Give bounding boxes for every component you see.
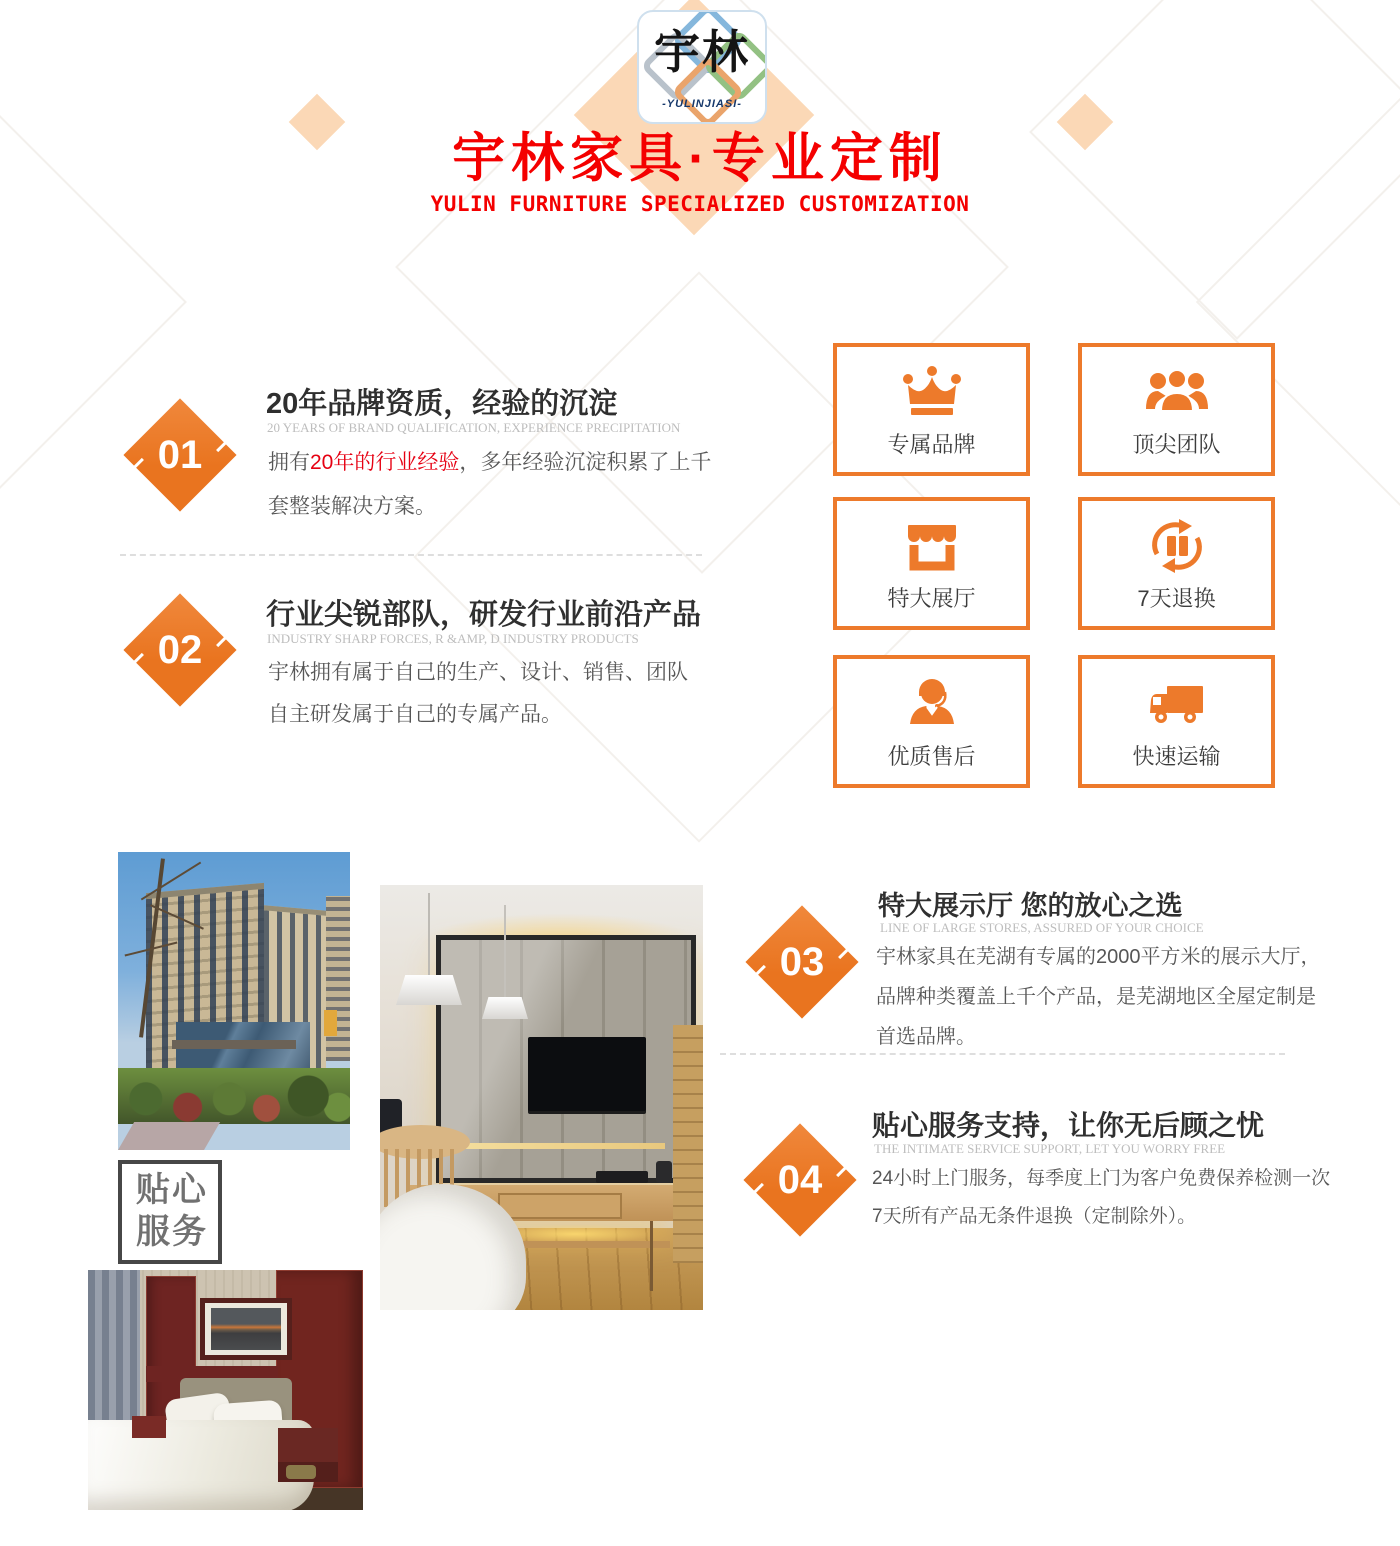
truck-icon (1082, 672, 1271, 736)
section-04-subtitle: THE INTIMATE SERVICE SUPPORT, LET YOU WORRY FREE (874, 1141, 1226, 1156)
feature-label: 专属品牌 (887, 432, 976, 457)
showroom-photo (380, 885, 703, 1310)
television (528, 1037, 646, 1111)
section-01-body (268, 441, 711, 529)
logo-text-cn: 宇林 (654, 25, 750, 79)
body-text: 拥有 (268, 451, 310, 474)
section-01-subtitle: 20 YEARS OF BRAND QUALIFICATION, EXPERIENCE PRECIPITATION (267, 420, 681, 435)
feature-label: 优质售后 (887, 744, 976, 769)
console-leg (650, 1221, 653, 1291)
section-02-subtitle: INDUSTRY SHARP FORCES, R &AMP, D INDUSTRY PRODUCTS (267, 631, 639, 646)
section-04-body (872, 1160, 1330, 1236)
wood-cabinet (673, 1025, 703, 1263)
page-title: 宇林家具·专业定制 (452, 129, 948, 188)
badge-line: 贴心 (136, 1171, 208, 1209)
feature-label: 7天退换 (1137, 586, 1216, 611)
body-line: 品牌种类覆盖上千个产品，是芜湖地区全屋定制是 (876, 986, 1316, 1008)
logo-text-en: -YULINJIASI- (662, 98, 742, 110)
yellow-sign (324, 1010, 337, 1036)
section-02-title: 行业尖锐部队，研发行业前沿产品 (266, 599, 702, 631)
section-02-number: 02 (157, 628, 203, 672)
section-04-number: 04 (777, 1158, 823, 1202)
pendant-lamp (482, 997, 528, 1019)
support-agent-icon (837, 672, 1026, 736)
body-line: 套整装解决方案。 (268, 495, 436, 518)
section-03-body (876, 937, 1321, 1057)
body-line: 宇林家具在芜湖有专属的2000平方米的展示大厅， (876, 946, 1321, 968)
feature-card-showroom (833, 497, 1030, 630)
crown-icon (837, 360, 1026, 424)
section-02-number-diamond (123, 593, 236, 706)
section-04-number-diamond (743, 1123, 856, 1236)
bedroom-photo (88, 1270, 363, 1510)
tea-tray (596, 1171, 648, 1183)
picture-art (211, 1308, 281, 1350)
body-line: 24小时上门服务，每季度上门为客户免费保养检测一次 (872, 1168, 1331, 1189)
brand-logo (637, 10, 767, 124)
feature-card-return (1078, 497, 1275, 630)
hotel-building-photo (118, 852, 350, 1150)
page-subtitle: YULIN FURNITURE SPECIALIZED CUSTOMIZATION (430, 192, 970, 216)
section-03-title: 特大展示厅 您的放心之选 (878, 891, 1183, 921)
console-drawer (498, 1193, 622, 1219)
building-garden (118, 1068, 350, 1124)
building-tower-far (326, 896, 350, 1061)
feature-card-team (1078, 343, 1275, 476)
body-line: 首选品牌。 (876, 1026, 976, 1048)
basket (286, 1465, 316, 1479)
section-02-body (268, 652, 688, 736)
body-line: 7天所有产品无条件退换（定制除外）。 (872, 1206, 1197, 1227)
section-01-title: 20年品牌资质，经验的沉淀 (266, 388, 618, 420)
feature-label: 顶尖团队 (1132, 432, 1221, 457)
body-line: 自主研发属于自己的专属产品。 (268, 703, 562, 726)
feature-card-brand (833, 343, 1030, 476)
section-04-title: 贴心服务支持，让你无后顾之忧 (872, 1110, 1265, 1141)
body-line: 宇林拥有属于自己的生产、设计、销售、团队 (268, 661, 688, 684)
feature-card-aftersale (833, 655, 1030, 788)
feature-label: 特大展厅 (887, 586, 976, 611)
body-text: ，多年经验沉淀积累了上千 (459, 451, 712, 474)
nightstand (278, 1428, 338, 1482)
pendant-lamp (396, 975, 462, 1005)
building-entrance-canopy (172, 1040, 296, 1049)
framed-picture (200, 1298, 292, 1360)
building-walkway (118, 1122, 220, 1150)
storefront-icon (837, 514, 1026, 578)
nightstand (132, 1416, 166, 1438)
lamp-cord (428, 893, 430, 977)
lamp-cord (504, 905, 506, 999)
section-03-number: 03 (779, 940, 825, 984)
badge-line: 服务 (136, 1213, 208, 1251)
section-01-number-diamond (123, 398, 236, 511)
kettle (656, 1161, 672, 1183)
body-line (268, 441, 711, 485)
feature-label: 快速运输 (1132, 744, 1221, 769)
divider-dashed (120, 554, 702, 556)
section-01-number: 01 (157, 433, 203, 477)
exchange-icon (1082, 514, 1271, 578)
section-03-number-diamond (745, 905, 858, 1018)
team-icon (1082, 360, 1271, 424)
body-text-highlight: 20年的行业经验 (310, 451, 460, 474)
section-03-subtitle: LINE OF LARGE STORES, ASSURED OF YOUR CHOICE (880, 920, 1204, 935)
caring-service-badge (118, 1160, 222, 1264)
lit-ledge (450, 1143, 665, 1149)
feature-card-shipping (1078, 655, 1275, 788)
